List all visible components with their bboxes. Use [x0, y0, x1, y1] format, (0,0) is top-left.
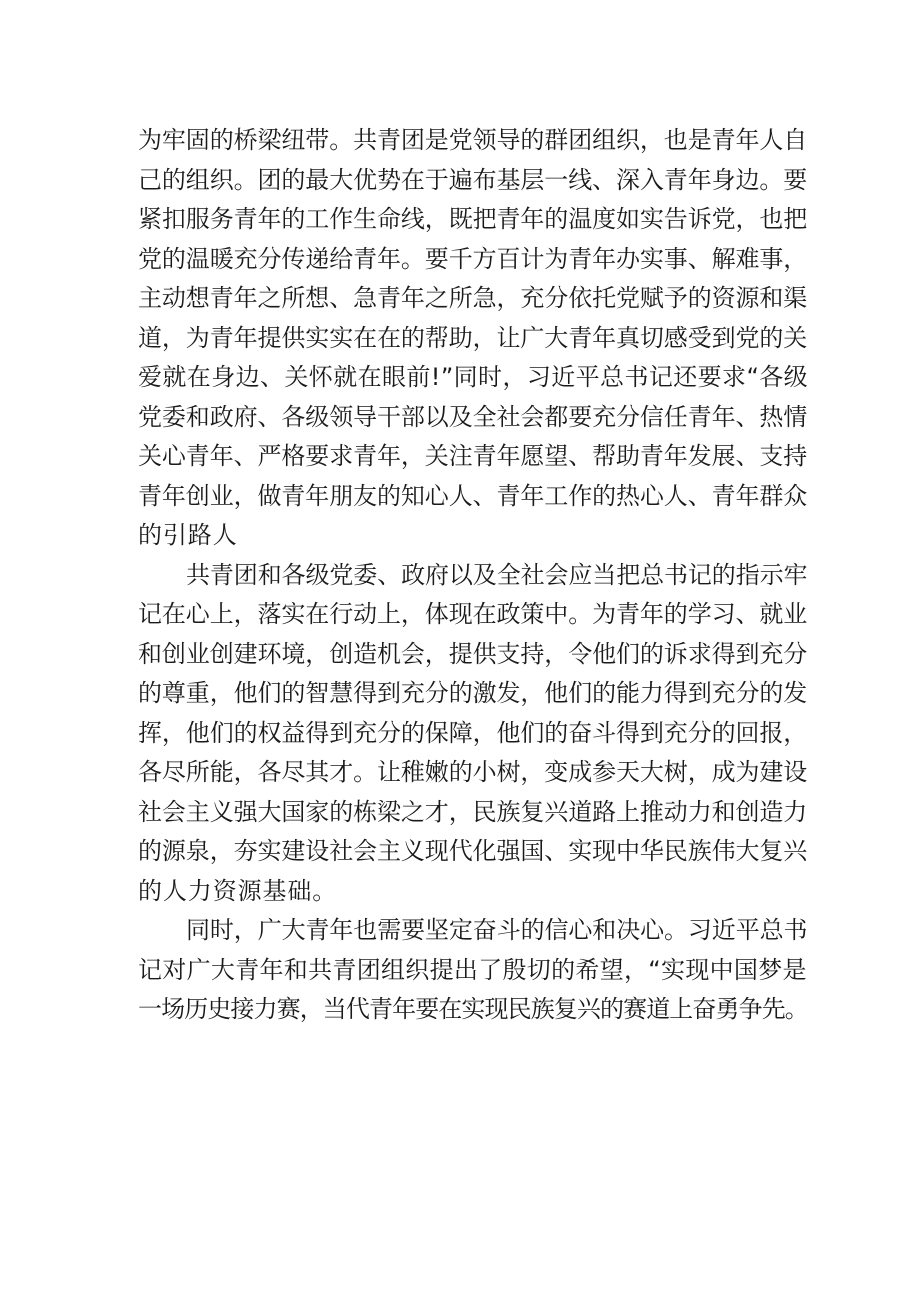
text-line: 的引路人 [138, 521, 238, 549]
text-line: 各尽所能，各尽其才。让稚嫩的小树，变成参天大树，成为建设 [138, 758, 808, 786]
text-line: 道，为青年提供实实在在的帮助，让广大青年真切感受到党的关 [138, 323, 808, 352]
text-line: 共青团和各级党委、政府以及全社会应当把总书记的指示牢 [186, 560, 808, 589]
text-line: 挥，他们的权益得到充分的保障，他们的奋斗得到充分的回报， [138, 718, 808, 747]
text-line: 的源泉，夯实建设社会主义现代化强国、实现中华民族伟大复兴 [138, 837, 808, 865]
text-line: 社会主义强大国家的栋梁之才，民族复兴道路上推动力和创造力 [138, 797, 808, 826]
text-line: 己的组织。团的最大优势在于遍布基层一线、深入青年身边。要 [138, 165, 808, 194]
text-line: 爱就在身边、关怀就在眼前!”同时，习近平总书记还要求“各级 [138, 363, 809, 391]
text-line: 党的温暖充分传递给青年。要千方百计为青年办实事、解难事， [138, 244, 808, 273]
text-line: 为牢固的桥梁纽带。共青团是党领导的群团组织，也是青年人自 [138, 126, 808, 154]
text-line: 党委和政府、各级领导干部以及全社会都要充分信任青年、热情 [138, 402, 808, 431]
text-line: 记在心上，落实在行动上，体现在政策中。为青年的学习、就业 [138, 600, 808, 628]
text-line: 关心青年、严格要求青年，关注青年愿望、帮助青年发展、支持 [138, 442, 808, 470]
text-line: 的尊重，他们的智慧得到充分的激发，他们的能力得到充分的发 [138, 679, 808, 707]
text-line: 同时，广大青年也需要坚定奋斗的信心和决心。习近平总书 [186, 916, 808, 944]
text-line: 的人力资源基础。 [138, 876, 338, 905]
text-line: 记对广大青年和共青团组织提出了殷切的希望，“实现中国梦是 [138, 955, 807, 984]
document-body [138, 121, 808, 1030]
text-line: 主动想青年之所想、急青年之所急，充分依托党赋予的资源和渠 [138, 284, 808, 312]
text-line: 青年创业，做青年朋友的知心人、青年工作的热心人、青年群众 [138, 481, 808, 510]
text-line: 紧扣服务青年的工作生命线，既把青年的温度如实告诉党，也把 [138, 205, 808, 233]
text-line: 一场历史接力赛，当代青年要在实现民族复兴的赛道上奋勇争先。 [138, 995, 808, 1023]
text-line: 和创业创建环境，创造机会，提供支持，令他们的诉求得到充分 [138, 639, 808, 668]
